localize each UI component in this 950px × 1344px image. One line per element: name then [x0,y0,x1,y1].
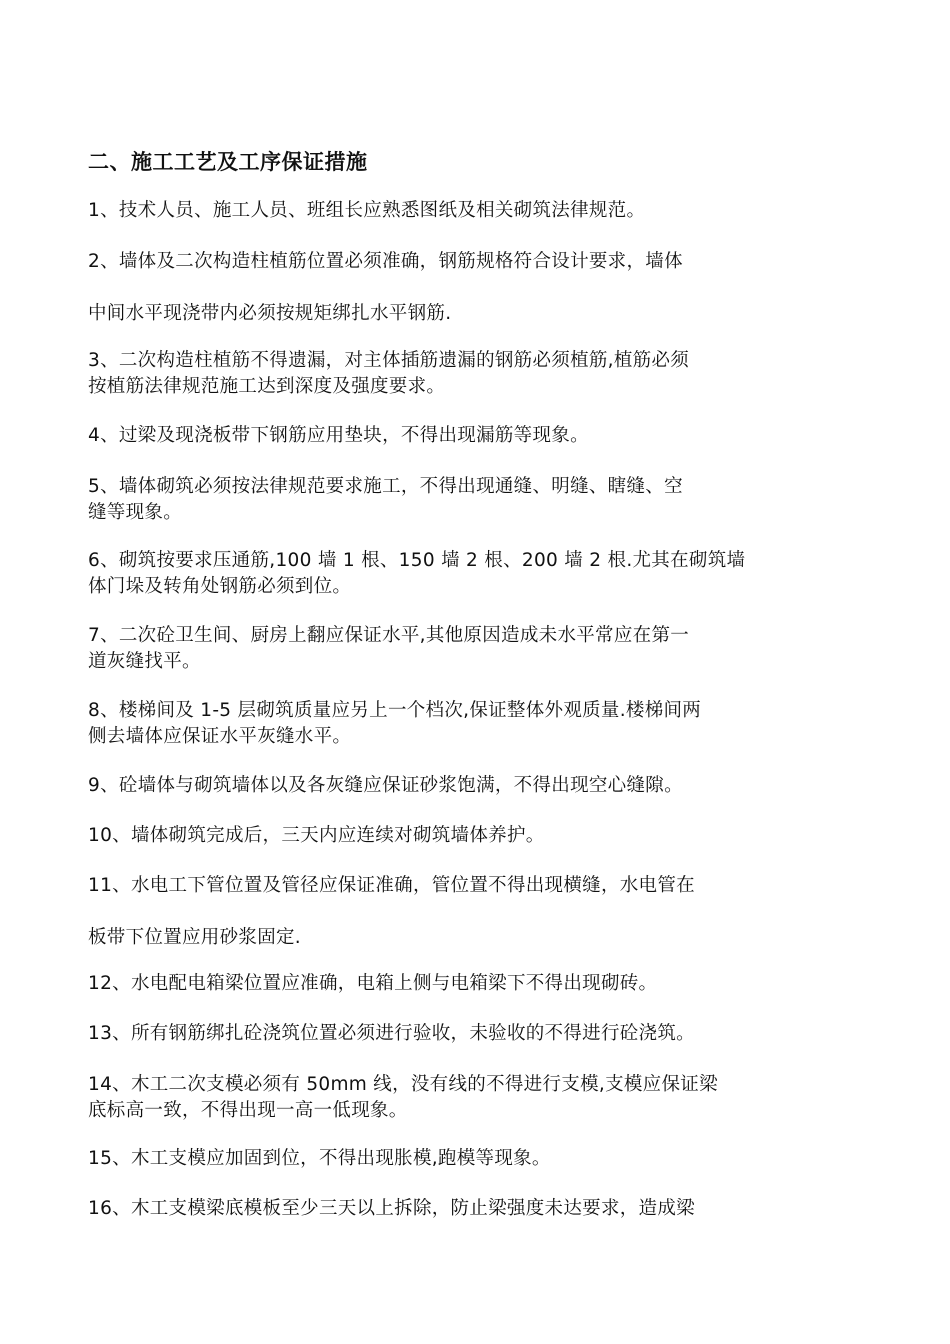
paragraph-line: 2、墙体及二次构造柱植筋位置必须准确，钢筋规格符合设计要求，墙体 [88,251,683,272]
paragraph-6 [88,548,868,600]
paragraph-line: 道灰缝找平。 [88,651,201,672]
paragraph-line: 4、过梁及现浇板带下钢筋应用垫块，不得出现漏筋等现象。 [88,425,589,446]
section-heading: 二、施工工艺及工序保证措施 [88,150,368,174]
paragraph-16 [88,1196,868,1222]
paragraph-14 [88,1072,868,1124]
paragraph-line: 8、楼梯间及 1-5 层砌筑质量应另上一个档次,保证整体外观质量.楼梯间两 [88,700,702,721]
paragraph-line: 7、二次砼卫生间、厨房上翻应保证水平,其他原因造成未水平常应在第一 [88,625,690,646]
paragraph-9 [88,773,868,799]
paragraph-line: 11、水电工下管位置及管径应保证准确，管位置不得出现横缝，水电管在 [88,875,695,896]
paragraph-line: 底标高一致，不得出现一高一低现象。 [88,1100,408,1121]
paragraph-line: 9、砼墙体与砌筑墙体以及各灰缝应保证砂浆饱满，不得出现空心缝隙。 [88,775,683,796]
paragraph-line: 板带下位置应用砂浆固定. [88,927,301,948]
paragraph-line: 3、二次构造柱植筋不得遗漏，对主体插筋遗漏的钢筋必须植筋,植筋必须 [88,350,690,371]
paragraph-2 [88,249,868,327]
paragraph-8 [88,698,868,750]
paragraph-line: 12、水电配电箱梁位置应准确，电箱上侧与电箱梁下不得出现砌砖。 [88,973,658,994]
paragraph-15 [88,1146,868,1172]
paragraph-line: 5、墙体砌筑必须按法律规范要求施工，不得出现通缝、明缝、瞎缝、空 [88,476,683,497]
paragraph-13 [88,1021,868,1047]
paragraph-line: 体门垛及转角处钢筋必须到位。 [88,576,352,597]
paragraph-line: 6、砌筑按要求压通筋,100 墙 1 根、150 墙 2 根、200 墙 2 根.尤其在砌筑墙 [88,550,746,571]
paragraph-line: 10、墙体砌筑完成后，三天内应连续对砌筑墙体养护。 [88,825,545,846]
paragraph-line: 15、木工支模应加固到位，不得出现胀模,跑模等现象。 [88,1148,551,1169]
paragraph-7 [88,623,868,675]
paragraph-line: 侧去墙体应保证水平灰缝水平。 [88,726,352,747]
paragraph-3 [88,348,868,400]
paragraph-line: 14、木工二次支模必须有 50mm 线，没有线的不得进行支模,支模应保证梁 [88,1074,718,1095]
paragraph-line: 缝等现象。 [88,502,183,523]
paragraph-10 [88,823,868,849]
paragraph-11 [88,873,868,951]
paragraph-line: 1、技术人员、施工人员、班组长应熟悉图纸及相关砌筑法律规范。 [88,200,646,221]
paragraph-line: 16、木工支模梁底模板至少三天以上拆除，防止梁强度未达要求，造成梁 [88,1198,695,1219]
paragraph-5 [88,474,868,526]
paragraph-line: 13、所有钢筋绑扎砼浇筑位置必须进行验收，未验收的不得进行砼浇筑。 [88,1023,695,1044]
paragraph-12 [88,971,868,997]
paragraph-4 [88,423,868,449]
paragraph-1 [88,198,868,224]
paragraph-line: 中间水平现浇带内必须按规矩绑扎水平钢筋. [88,303,452,324]
paragraph-line: 按植筋法律规范施工达到深度及强度要求。 [88,376,446,397]
